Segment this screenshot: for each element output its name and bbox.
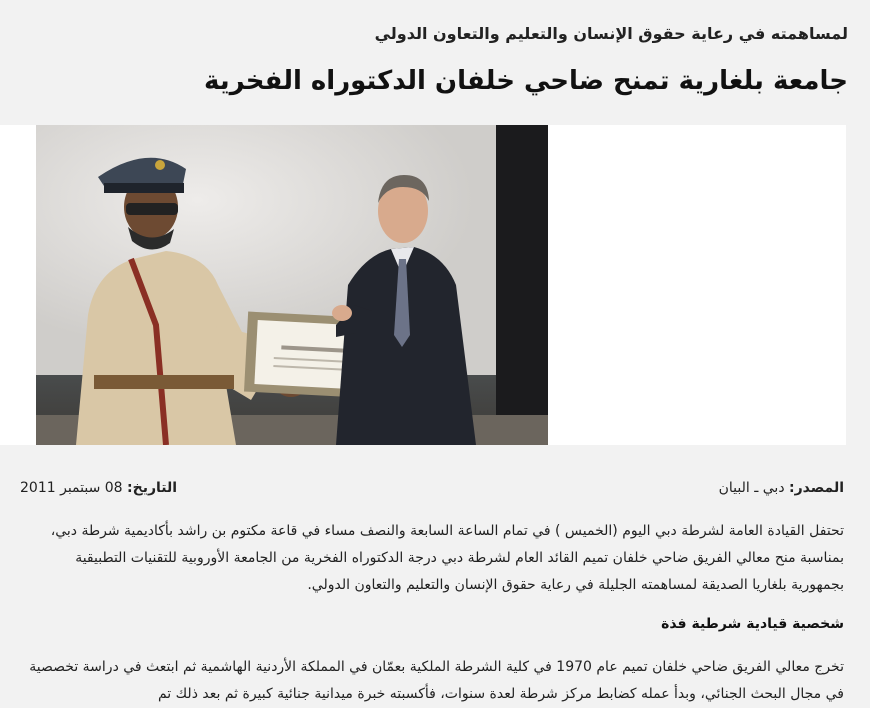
date-value: 08 سبتمبر 2011 xyxy=(20,480,123,496)
article-headline: جامعة بلغارية تمنح ضاحي خلفان الدكتوراه الفخرية xyxy=(204,66,848,96)
source-value: دبي ـ البيان xyxy=(718,480,785,496)
date-label: التاريخ: xyxy=(127,480,178,496)
section-heading: شخصية قيادية شرطية فذة xyxy=(661,616,844,632)
source-label: المصدر: xyxy=(789,480,844,496)
article-source xyxy=(719,480,844,496)
article-subtitle: لمساهمته في رعاية حقوق الإنسان والتعليم والتعاون الدولي xyxy=(374,24,848,43)
article-date xyxy=(20,480,177,496)
article-paragraph-2: تخرج معالي الفريق ضاحي خلفان تميم عام 1970 في كلية الشرطة الملكية بعمّان في المملكة الأردنية الهاشمية ثم ابتعث في دراسة تخصصية في مجال البحث الجنائي، وبدأ عمله كضابط مركز شرطة لعدة سنوات، فأكسبته خبرة ميدانية جنائية كبيرة ثم بعد ذلك تم xyxy=(29,659,844,702)
photo-panel xyxy=(0,125,846,445)
article-paragraph-1: تحتفل القيادة العامة لشرطة دبي اليوم (الخميس ) في تمام الساعة السابعة والنصف مساء في قاعة مكتوم بن راشد بأكاديمية شرطة دبي، بمناسبة منح معالي الفريق ضاحي خلفان تميم القائد العام لشرطة دبي درجة الدكتوراه الفخرية من الجامعة الأوروبية للتقنيات التطبيقية بجمهورية بلغاريا الصديقة لمساهمته الجليلة في رعاية حقوق الإنسان والتعليم والتعاون الدولي. xyxy=(50,523,844,593)
article-photo xyxy=(36,125,548,445)
